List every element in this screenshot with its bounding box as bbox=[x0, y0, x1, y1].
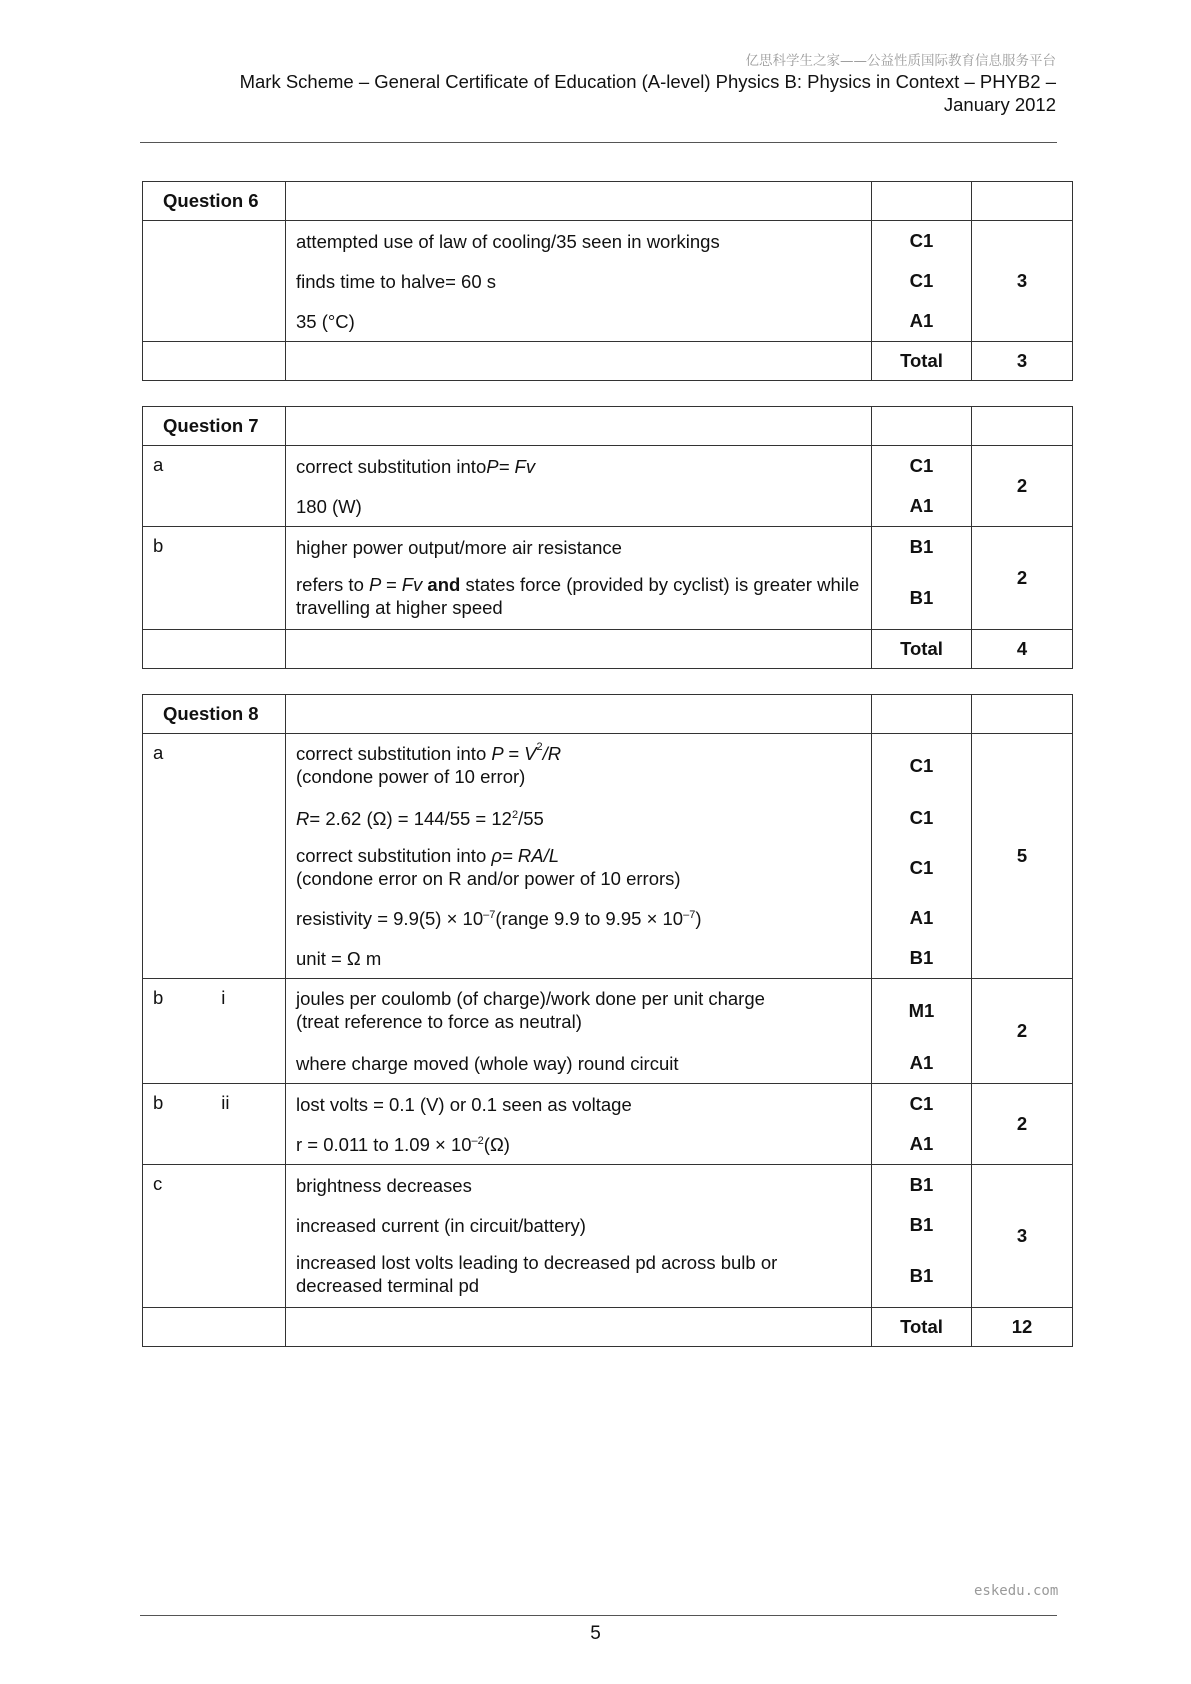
answer-line: lost volts = 0.1 (V) or 0.1 seen as voltage bbox=[296, 1093, 632, 1115]
answer-line: unit = Ω m bbox=[296, 947, 382, 969]
mark-code: B1 bbox=[909, 947, 934, 968]
answer-line: where charge moved (whole way) round circuit bbox=[296, 1052, 679, 1074]
mark-code: C1 bbox=[909, 455, 934, 476]
mark-code: B1 bbox=[909, 1214, 934, 1235]
question-label: Question 6 bbox=[143, 182, 286, 221]
answer-row bbox=[143, 446, 1073, 527]
header-title-line1: Mark Scheme – General Certificate of Education (A-level) Physics B: Physics in Context – PHYB2 – bbox=[239, 71, 1056, 92]
answer-line: higher power output/more air resistance bbox=[296, 536, 622, 558]
mark-code: M1 bbox=[908, 1000, 935, 1021]
answer-line: correct substitution into ρ= RA/L (condone error on R and/or power of 10 errors) bbox=[296, 845, 681, 889]
question-8-table bbox=[142, 694, 1073, 1347]
answer-line: correct substitution into P= Fv bbox=[296, 455, 536, 477]
question-header-row bbox=[143, 695, 1073, 734]
answer-line: brightness decreases bbox=[296, 1174, 472, 1196]
part-label: c bbox=[143, 1165, 286, 1308]
total-row bbox=[143, 630, 1073, 669]
mark-code: C1 bbox=[909, 270, 934, 291]
answer-line: increased current (in circuit/battery) bbox=[296, 1214, 586, 1236]
answer-line: 35 (°C) bbox=[296, 310, 355, 332]
question-label: Question 7 bbox=[143, 407, 286, 446]
answer-row bbox=[143, 221, 1073, 342]
marks-value: 3 bbox=[972, 1165, 1073, 1308]
total-label: Total bbox=[872, 630, 972, 669]
page-header bbox=[140, 52, 1056, 116]
question-header-row bbox=[143, 407, 1073, 446]
total-value: 4 bbox=[972, 630, 1073, 669]
answer-row bbox=[143, 734, 1073, 979]
answer-line: resistivity = 9.9(5) × 10 $^{-7}$ (range 9.9 to 9.95 × 10 $^{-7}$ ) bbox=[296, 907, 702, 929]
mark-code: C1 bbox=[909, 755, 934, 776]
answer-line: increased lost volts leading to decreased pd across bulb or decreased terminal pd bbox=[296, 1252, 778, 1296]
footer-watermark: eskedu.com bbox=[974, 1583, 1059, 1599]
mark-code: B1 bbox=[909, 536, 934, 557]
answer-row bbox=[143, 1165, 1073, 1308]
mark-code: B1 bbox=[909, 1174, 934, 1195]
total-value: 12 bbox=[972, 1308, 1073, 1347]
answer-line: finds time to halve= 60 s bbox=[296, 270, 497, 292]
footer-rule bbox=[140, 1615, 1057, 1616]
total-label: Total bbox=[872, 1308, 972, 1347]
mark-code: C1 bbox=[909, 807, 934, 828]
answer-line: joules per coulomb (of charge)/work done per unit charge (treat reference to force as neutral) bbox=[296, 988, 765, 1032]
answer-row bbox=[143, 527, 1073, 630]
mark-code: A1 bbox=[909, 495, 934, 516]
marks-value: 2 bbox=[972, 446, 1073, 527]
answer-line: 180 (W) bbox=[296, 495, 362, 517]
part-label: b ii bbox=[143, 1084, 286, 1165]
answer-row bbox=[143, 979, 1073, 1084]
total-value: 3 bbox=[972, 342, 1073, 381]
mark-code: B1 bbox=[909, 1265, 934, 1286]
answer-line: r = 0.011 to 1.09 × 10 $^{-2}$ (Ω) bbox=[296, 1133, 510, 1155]
marks-value: 2 bbox=[972, 979, 1073, 1084]
header-rule bbox=[140, 142, 1057, 143]
marks-value: 5 bbox=[972, 734, 1073, 979]
mark-code: A1 bbox=[909, 1133, 934, 1154]
mark-code: A1 bbox=[909, 907, 934, 928]
answer-row bbox=[143, 1084, 1073, 1165]
mark-code: B1 bbox=[909, 587, 934, 608]
total-row bbox=[143, 342, 1073, 381]
marks-value: 3 bbox=[972, 221, 1073, 342]
question-header-row bbox=[143, 182, 1073, 221]
part-label: b bbox=[143, 527, 286, 630]
total-row bbox=[143, 1308, 1073, 1347]
mark-code: A1 bbox=[909, 310, 934, 331]
question-label: Question 8 bbox=[143, 695, 286, 734]
mark-code: A1 bbox=[909, 1052, 934, 1073]
answer-line: refers to P = Fv and states force (provided by cyclist) is greater while travelling at higher speed bbox=[296, 574, 860, 618]
answer-line: R = 2.62 (Ω) = 144/55 = 12 $^2$ /55 bbox=[296, 807, 544, 829]
marks-value: 2 bbox=[972, 527, 1073, 630]
page-number: 5 bbox=[590, 1623, 601, 1644]
mark-code: C1 bbox=[909, 857, 934, 878]
answer-line: correct substitution into $P = V^2/R$ (condone power of 10 error) bbox=[296, 740, 562, 787]
mark-code: C1 bbox=[909, 1093, 934, 1114]
question-7-table bbox=[142, 406, 1073, 669]
marks-value: 2 bbox=[972, 1084, 1073, 1165]
part-label: a bbox=[143, 734, 286, 979]
header-title-line2: January 2012 bbox=[943, 94, 1056, 115]
part-label: b i bbox=[143, 979, 286, 1084]
answer-line: attempted use of law of cooling/35 seen in workings bbox=[296, 230, 720, 252]
question-6-table bbox=[142, 181, 1073, 381]
mark-code: C1 bbox=[909, 230, 934, 251]
total-label: Total bbox=[872, 342, 972, 381]
part-label: a bbox=[143, 446, 286, 527]
header-watermark: 亿思科学生之家——公益性质国际教育信息服务平台 bbox=[745, 53, 1056, 69]
